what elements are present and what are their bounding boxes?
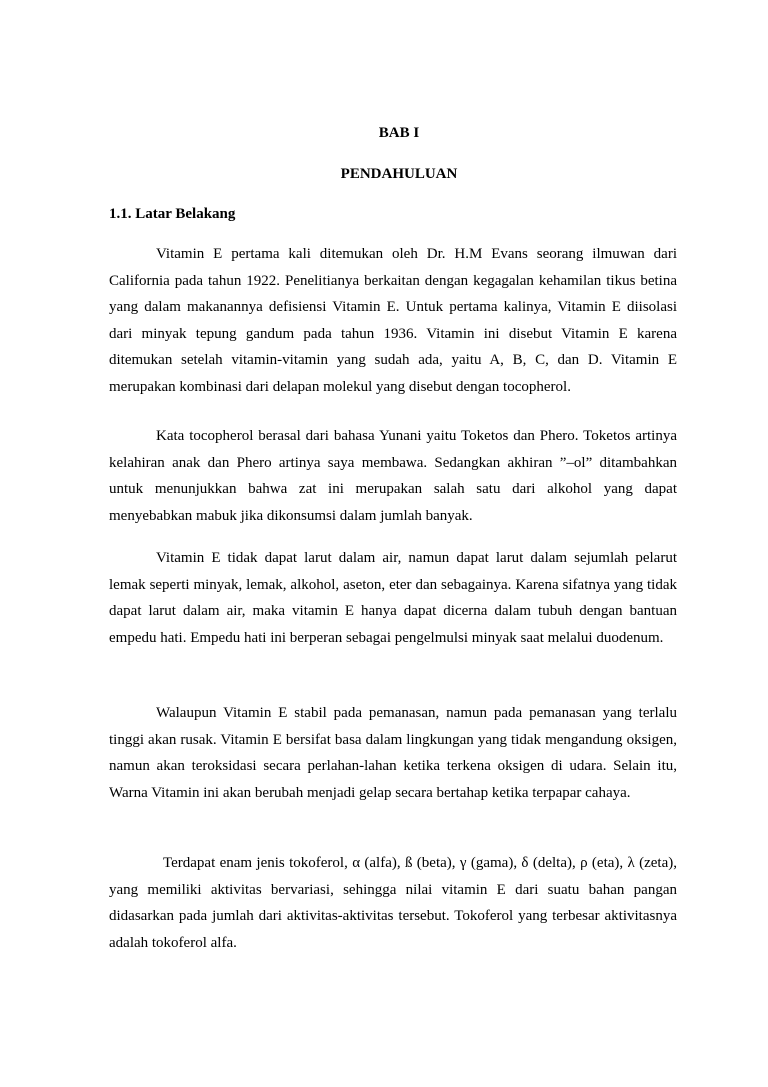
paragraph: Kata tocopherol berasal dari bahasa Yunani yaitu Toketos dan Phero. Toketos artinya kelahiran anak dan Phero artinya saya membawa. Sedangkan akhiran ”–ol” ditambahkan untuk menunjukkan bahwa zat ini merupakan salah satu dari alkohol yang dapat menyebabkan mabuk jika dikonsumsi dalam jumlah banyak. [109, 428, 677, 524]
chapter-number: BAB I [378, 125, 420, 141]
paragraph: Terdapat enam jenis tokoferol, α (alfa), ß (beta), γ (gama), δ (delta), ρ (eta), λ (zeta), yang memiliki aktivitas bervariasi, sehingga nilai vitamin E dari suatu bahan pangan didasarkan pada jumlah dari aktivitas-aktivitas tersebut. Tokoferol yang terbesar aktivitasnya adalah tokoferol alfa. [109, 855, 677, 951]
paragraph: Vitamin E tidak dapat larut dalam air, namun dapat larut dalam sejumlah pelarut lemak seperti minyak, lemak, alkohol, aseton, eter dan sebagainya. Karena sifatnya yang tidak dapat larut dalam air, maka vitamin E hanya dapat dicerna dalam tubuh dengan bantuan empedu hati. Empedu hati ini berperan sebagai pengelmulsi minyak saat melalui duodenum. [109, 550, 677, 646]
chapter-title: PENDAHULUAN [340, 166, 458, 182]
section-heading: 1.1. Latar Belakang [109, 206, 236, 222]
paragraph: Walaupun Vitamin E stabil pada pemanasan, namun pada pemanasan yang terlalu tinggi akan rusak. Vitamin E bersifat basa dalam lingkungan yang tidak mengandung oksigen, namun akan teroksidasi secara perlahan-lahan ketika terkena oksigen di udara. Selain itu, Warna Vitamin ini akan berubah menjadi gelap secara bertahap ketika terpapar cahaya. [109, 705, 677, 801]
paragraph: Vitamin E pertama kali ditemukan oleh Dr. H.M Evans seorang ilmuwan dari California pada tahun 1922. Penelitianya berkaitan dengan kegagalan kehamilan tikus betina yang dalam makanannya defisiensi Vitamin E. Untuk pertama kalinya, Vitamin E diisolasi dari minyak tepung gandum pada tahun 1936. Vitamin ini disebut Vitamin E karena ditemukan setelah vitamin-vitamin yang sudah ada, yaitu A, B, C, dan D. Vitamin E merupakan kombinasi dari delapan molekul yang disebut dengan tocopherol. [109, 246, 677, 395]
